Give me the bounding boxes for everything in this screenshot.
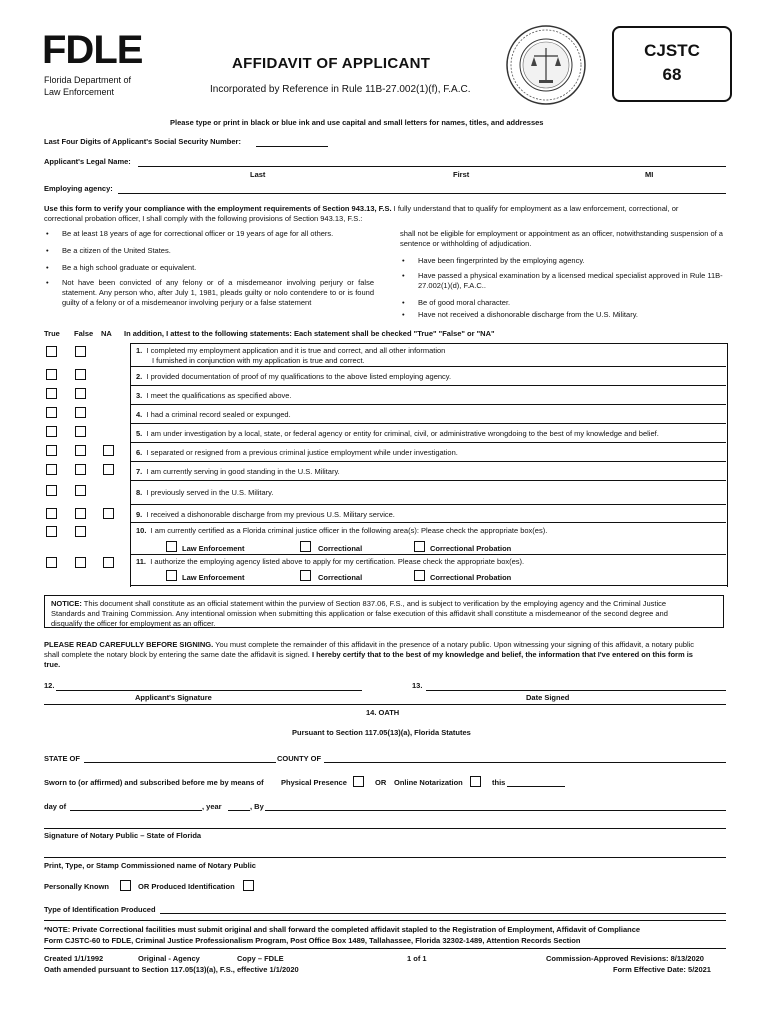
row10-correctional-label: Correctional — [318, 544, 363, 553]
stmt8-true-checkbox[interactable] — [46, 485, 57, 496]
row11-correctional-probation-checkbox[interactable] — [414, 570, 425, 581]
statement-5 — [136, 429, 659, 438]
right-bullet-1: • Have been fingerprinted by the employing agency. — [418, 256, 728, 266]
notice-line-2: Standards and Training Commission. Any intentional omission when submitting this application or false execution of this affidavit shall constitute a misdemeanor of the second degree and — [51, 609, 668, 618]
notary-name-label: Print, Type, or Stamp Commissioned name of Notary Public — [44, 861, 256, 870]
mi-label: MI — [645, 170, 654, 179]
statement-11 — [136, 557, 524, 566]
stmt5-true-checkbox[interactable] — [46, 426, 57, 437]
row-divider — [130, 385, 726, 386]
applicant-signature-field[interactable] — [56, 690, 362, 691]
footer-note-line-1: *NOTE: Private Correctional facilities must submit original and shall forward the completed affidavit stapled to the Registration of Employment, Affidavit of Compliance — [44, 925, 641, 934]
stmt7-true-checkbox[interactable] — [46, 464, 57, 475]
row-divider — [130, 480, 726, 481]
state-of-label: STATE OF — [44, 754, 80, 763]
read-carefully-bold: PLEASE READ CAREFULLY BEFORE SIGNING. — [44, 640, 214, 649]
notice-line-1: This document shall constitute as an official statement within the purview of Section 837.06, F.S., and is subject to verification by the employing agency and the Criminal Justice — [81, 599, 667, 608]
row-divider — [130, 585, 727, 586]
row-divider — [130, 504, 726, 505]
col-true: True — [44, 329, 60, 338]
footer-page: 1 of 1 — [407, 954, 427, 963]
footer-divider — [44, 948, 726, 949]
produced-id-label: OR Produced Identification — [138, 882, 235, 891]
this-label: this — [492, 778, 506, 787]
statement-4 — [136, 410, 291, 419]
row11-law-enforcement-checkbox[interactable] — [166, 570, 177, 581]
stmt9-na-checkbox[interactable] — [103, 508, 114, 519]
row-divider — [130, 461, 726, 462]
online-notarization-label: Online Notarization — [394, 778, 463, 787]
statement-2 — [136, 372, 451, 381]
statement-5-num: 5. — [136, 429, 143, 438]
footer-copy: Copy – FDLE — [237, 954, 284, 963]
form-id-box — [612, 26, 732, 102]
physical-presence-checkbox[interactable] — [353, 776, 364, 787]
row-divider — [130, 404, 726, 405]
statements-header: In addition, I attest to the following statements: Each statement shall be checked "True" "False" or "NA" — [124, 329, 495, 338]
statement-1 — [136, 346, 445, 366]
statement-11-num: 11. — [136, 557, 147, 566]
department-name — [44, 74, 131, 98]
footer-divider — [44, 920, 726, 921]
statement-4-text: I had a criminal record sealed or expunged. — [146, 410, 291, 419]
legal-name-field[interactable] — [138, 166, 726, 167]
form-subtitle: Incorporated by Reference in Rule 11B-27.002(1)(f), F.A.C. — [210, 84, 471, 95]
statement-3 — [136, 391, 292, 400]
row-divider — [130, 442, 726, 443]
date-signed-label: Date Signed — [526, 693, 570, 702]
row-divider — [130, 554, 726, 555]
statement-9-num: 9. — [136, 510, 143, 519]
stmt1-true-checkbox[interactable] — [46, 346, 57, 357]
statement-8-text: I previously served in the U.S. Military. — [146, 488, 274, 497]
footer-oath-amended: Oath amended pursuant to Section 117.05(13)(a), F.S., effective 1/1/2020 — [44, 965, 299, 974]
day-of-label: day of — [44, 802, 67, 811]
notice-box — [44, 595, 724, 628]
stmt6-true-checkbox[interactable] — [46, 445, 57, 456]
right-intro: shall not be eligible for employment or appointment as an officer, notwithstanding suspension of a sentence or withholding of adjudication. — [400, 229, 723, 248]
county-of-field[interactable] — [324, 762, 726, 763]
right-bullet-4: • Have not received a dishonorable discharge from the U.S. Military. — [418, 310, 728, 320]
read-carefully-line-2a: shall complete the notary block by entering the same date the affidavit is signed. — [44, 650, 310, 659]
dept-line-1: Florida Department of — [44, 75, 132, 85]
dept-line-2: Law Enforcement — [44, 87, 115, 97]
or-label: OR — [375, 778, 387, 787]
stmt9-false-checkbox[interactable] — [75, 508, 86, 519]
instructions: Please type or print in black or blue ink and use capital and small letters for names, titles, and addresses — [170, 118, 544, 127]
intro-line-2: correctional probation officer, I shall comply with the following provisions of Section 943.13, F.S.: — [44, 214, 363, 223]
stmt4-true-checkbox[interactable] — [46, 407, 57, 418]
statement-7-num: 7. — [136, 467, 143, 476]
footer-revisions: Commission-Approved Revisions: 8/13/2020 — [546, 954, 704, 963]
item-13-number: 13. — [412, 681, 423, 690]
physical-presence-label: Physical Presence — [281, 778, 347, 787]
row10-law-enforcement-checkbox[interactable] — [166, 541, 177, 552]
col-na: NA — [101, 329, 112, 338]
by-field[interactable] — [265, 810, 726, 811]
statement-1-text-2: I furnished in conjunction with my application is true and correct. — [152, 356, 365, 365]
col-false: False — [74, 329, 94, 338]
form-id-line-1: CJSTC — [644, 41, 700, 60]
notary-signature-label: Signature of Notary Public – State of Florida — [44, 831, 202, 840]
statement-6 — [136, 448, 458, 457]
intro-paragraph — [44, 204, 734, 224]
statement-7-text: I am currently serving in good standing in the U.S. Military. — [146, 467, 340, 476]
form-id-line-2: 68 — [662, 65, 682, 84]
statement-10-num: 10. — [136, 526, 147, 535]
produced-id-checkbox[interactable] — [243, 880, 254, 891]
notary-name-field[interactable] — [44, 857, 726, 858]
statement-9 — [136, 510, 395, 519]
row11-law-enforcement-label: Law Enforcement — [182, 573, 245, 582]
ssn-label: Last Four Digits of Applicant's Social Security Number: — [44, 137, 241, 146]
stmt6-na-checkbox[interactable] — [103, 445, 114, 456]
statement-10 — [136, 526, 547, 535]
stmt11-false-checkbox[interactable] — [75, 557, 86, 568]
year-field[interactable] — [228, 810, 250, 811]
stmt2-false-checkbox[interactable] — [75, 369, 86, 380]
stmt11-true-checkbox[interactable] — [46, 557, 57, 568]
statement-8-num: 8. — [136, 488, 143, 497]
section-divider — [44, 704, 726, 705]
read-carefully-line-3: true. — [44, 660, 61, 669]
stmt5-false-checkbox[interactable] — [75, 426, 86, 437]
statement-1-text: I completed my employment application and it is true and correct, and all other information — [146, 346, 446, 355]
legal-name-label: Applicant's Legal Name: — [44, 157, 131, 166]
personally-known-label: Personally Known — [44, 882, 110, 891]
row-divider — [130, 423, 726, 424]
employing-agency-field[interactable] — [118, 193, 726, 194]
applicant-signature-label: Applicant's Signature — [135, 693, 212, 702]
statement-2-num: 2. — [136, 372, 143, 381]
left-bullet-3: • Be a high school graduate or equivalent. — [62, 263, 362, 273]
first-label: First — [453, 170, 470, 179]
read-carefully-paragraph — [44, 640, 734, 670]
statement-8 — [136, 488, 273, 497]
stmt9-true-checkbox[interactable] — [46, 508, 57, 519]
type-id-label: Type of Identification Produced — [44, 905, 156, 914]
stmt8-false-checkbox[interactable] — [75, 485, 86, 496]
footer-effective: Form Effective Date: 5/2021 — [613, 965, 711, 974]
statement-2-text: I provided documentation of proof of my qualifications to the above listed employing agency. — [146, 372, 452, 381]
read-carefully-line-2b: I hereby certify that to the best of my knowledge and belief, the information that I've entered on this form is — [309, 650, 693, 659]
row11-correctional-probation-label: Correctional Probation — [430, 573, 512, 582]
fdle-logo: FDLE — [42, 28, 143, 72]
left-bullet-4: • Not have been convicted of any felony or of a misdemeanor involving perjury or false statement. Any person who, after July 1, 1981, pleads guilty or nolo contendere to or is found guilty of a felony or of a misdemeanor involving perjury or a false statement — [62, 278, 374, 308]
stmt3-false-checkbox[interactable] — [75, 388, 86, 399]
read-carefully-line-1: You must complete the remainder of this affidavit in the presence of a notary public. Upon witnessing your signing of this affidavit, a notary public — [213, 640, 695, 649]
state-of-field[interactable] — [84, 762, 276, 763]
year-label: , year — [202, 802, 222, 811]
date-signed-field[interactable] — [426, 690, 726, 691]
row11-correctional-checkbox[interactable] — [300, 570, 311, 581]
row-divider — [130, 366, 726, 367]
by-label: , By — [250, 802, 264, 811]
this-field[interactable] — [507, 786, 565, 787]
employing-agency-label: Employing agency: — [44, 184, 113, 193]
personally-known-checkbox[interactable] — [120, 880, 131, 891]
intro-bold: Use this form to verify your compliance with the employment requirements of Section 943.13, F.S. — [44, 204, 392, 213]
oath-pursuant: Pursuant to Section 117.05(13)(a), Florida Statutes — [292, 728, 471, 737]
statement-3-num: 3. — [136, 391, 143, 400]
sworn-label: Sworn to (or affirmed) and subscribed before me by means of — [44, 778, 264, 787]
stmt3-true-checkbox[interactable] — [46, 388, 57, 399]
statement-4-num: 4. — [136, 410, 143, 419]
notary-signature-field[interactable] — [44, 828, 726, 829]
stmt7-false-checkbox[interactable] — [75, 464, 86, 475]
row-divider — [130, 522, 726, 523]
statement-1-num: 1. — [136, 346, 143, 355]
statement-5-text: I am under investigation by a local, state, or federal agency or entity for criminal, civil, or administrative wrongdoing to the best of my knowledge and belief. — [146, 429, 659, 438]
stmt1-false-checkbox[interactable] — [75, 346, 86, 357]
left-bullet-1: • Be at least 18 years of age for correctional officer or 19 years of age for all others. — [62, 229, 362, 239]
stmt2-true-checkbox[interactable] — [46, 369, 57, 380]
row11-correctional-label: Correctional — [318, 573, 363, 582]
stmt6-false-checkbox[interactable] — [75, 445, 86, 456]
last-label: Last — [250, 170, 266, 179]
form-title: AFFIDAVIT OF APPLICANT — [232, 55, 431, 72]
left-bullet-2: • Be a citizen of the United States. — [62, 246, 362, 256]
state-seal-icon — [505, 24, 587, 106]
right-bullet-2: • Have passed a physical examination by a licensed medical specialist approved in Rule 11B-27.002(1)(d), F.A.C.. — [418, 271, 728, 291]
row10-correctional-probation-checkbox[interactable] — [414, 541, 425, 552]
row10-correctional-checkbox[interactable] — [300, 541, 311, 552]
ssn-field[interactable] — [256, 146, 328, 147]
county-of-label: COUNTY OF — [277, 754, 322, 763]
type-id-field[interactable] — [160, 913, 726, 914]
right-bullet-3: • Be of good moral character. — [418, 298, 728, 308]
footer-original: Original - Agency — [138, 954, 200, 963]
footer-note-line-2: Form CJSTC-60 to FDLE, Criminal Justice Professionalism Program, Post Office Box 1489, Tallahassee, Florida 32302-1489, Attention Records Section — [44, 936, 581, 945]
statement-3-text: I meet the qualifications as specified above. — [146, 391, 292, 400]
day-of-field[interactable] — [70, 810, 202, 811]
stmt4-false-checkbox[interactable] — [75, 407, 86, 418]
row10-law-enforcement-label: Law Enforcement — [182, 544, 245, 553]
item-12-number: 12. — [44, 681, 55, 690]
stmt11-na-checkbox[interactable] — [103, 557, 114, 568]
intro-rest: I fully understand that to qualify for employment as a law enforcement, correctional, or — [391, 204, 679, 213]
statement-10-text: I am currently certified as a Florida criminal justice officer in the following area(s): Please check the appropriate box(es). — [150, 526, 548, 535]
notice-line-3: disqualify the officer for employment as an officer. — [51, 619, 216, 628]
statement-7 — [136, 467, 340, 476]
online-notarization-checkbox[interactable] — [470, 776, 481, 787]
statement-6-text: I separated or resigned from a previous criminal justice employment while under investigation. — [146, 448, 458, 457]
statement-11-text: I authorize the employing agency listed above to apply for my certification. Please check the appropriate box(es). — [150, 557, 525, 566]
stmt7-na-checkbox[interactable] — [103, 464, 114, 475]
statement-6-num: 6. — [136, 448, 143, 457]
footer-note — [44, 924, 734, 946]
stmt10-false-checkbox[interactable] — [75, 526, 86, 537]
oath-title: 14. OATH — [366, 708, 400, 717]
notice-bold: NOTICE: — [51, 599, 82, 608]
statement-9-text: I received a dishonorable discharge from my previous U.S. Military service. — [146, 510, 395, 519]
footer-created: Created 1/1/1992 — [44, 954, 104, 963]
row10-correctional-probation-label: Correctional Probation — [430, 544, 512, 553]
stmt10-true-checkbox[interactable] — [46, 526, 57, 537]
